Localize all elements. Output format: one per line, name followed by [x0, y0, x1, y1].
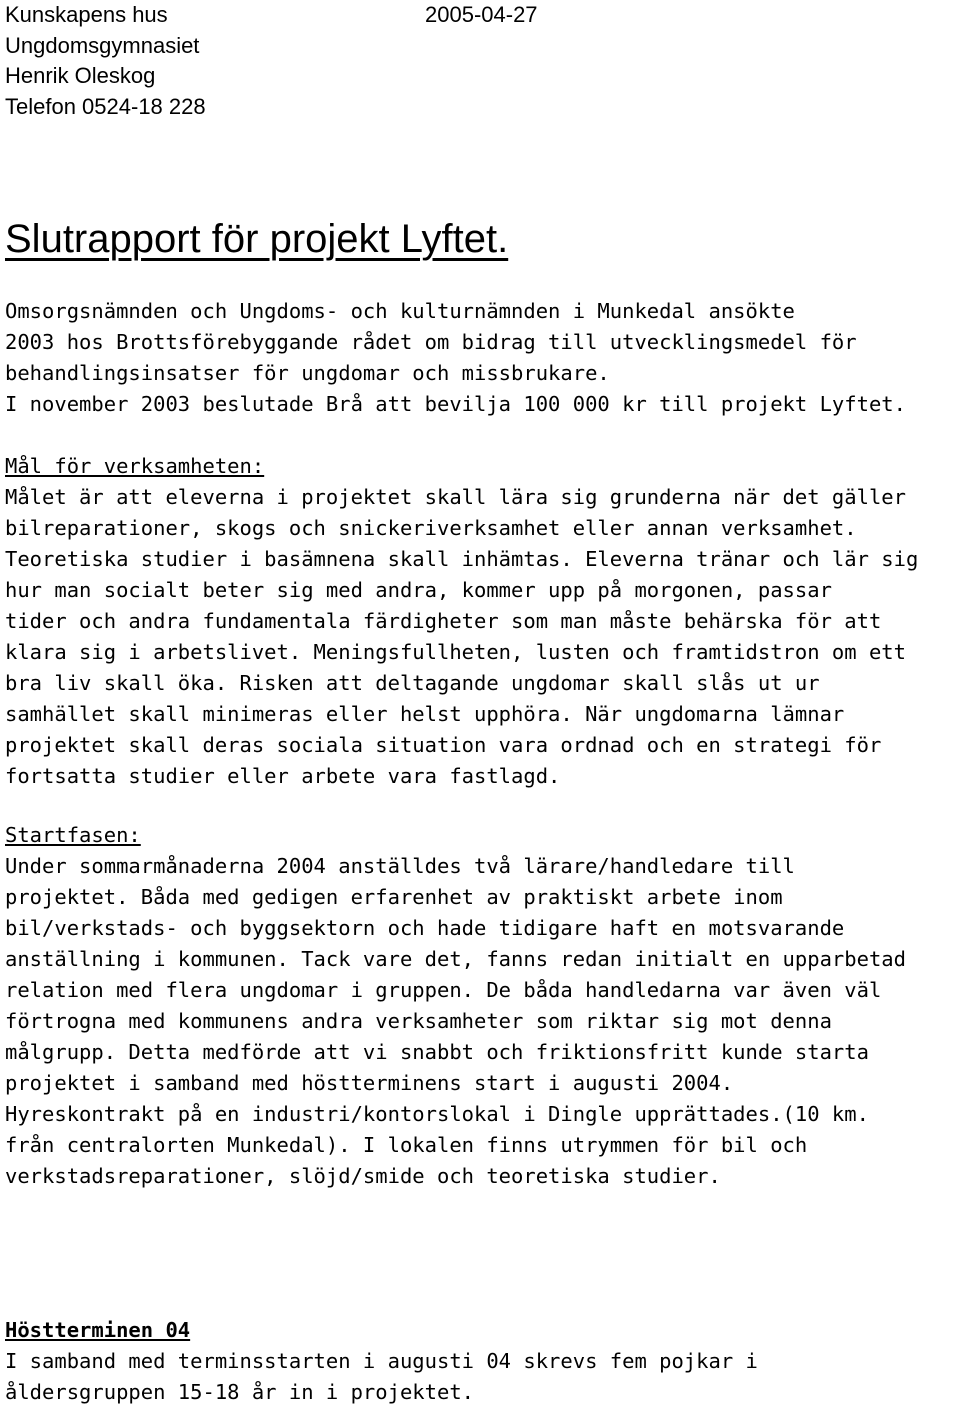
text-line: målgrupp. Detta medförde att vi snabbt och friktionsfritt kunde starta [5, 1040, 869, 1064]
text-line: förtrogna med kommunens andra verksamheter som riktar sig mot denna [5, 1009, 832, 1033]
text-line: klara sig i arbetslivet. Meningsfullheten, lusten och framtidstron om ett [5, 640, 906, 664]
text-line: projektet i samband med höstterminens start i augusti 2004. [5, 1071, 734, 1095]
goals-section [5, 451, 960, 792]
section-heading-autumn-term: Höstterminen 04 [5, 1318, 191, 1342]
school-name: Ungdomsgymnasiet [5, 32, 200, 58]
intro-paragraph [5, 296, 960, 420]
document-date: 2005-04-27 [425, 2, 538, 27]
text-line: 2003 hos Brottsförebyggande rådet om bidrag till utvecklingsmedel för [5, 330, 857, 354]
section-heading-goals: Mål för verksamheten: [5, 454, 265, 478]
text-line: behandlingsinsatser för ungdomar och missbrukare. [5, 361, 610, 385]
text-line: relation med flera ungdomar i gruppen. De båda handledarna var även väl [5, 978, 882, 1002]
text-line: bra liv skall öka. Risken att deltagande ungdomar skall slås ut ur [5, 671, 820, 695]
text-line: Omsorgsnämnden och Ungdoms- och kulturnämnden i Munkedal ansökte [5, 299, 795, 323]
text-line: bilreparationer, skogs och snickeriverksamhet eller annan verksamhet. [5, 516, 857, 540]
text-line: Teoretiska studier i basämnena skall inhämtas. Eleverna tränar och lär sig [5, 547, 919, 571]
startphase-section [5, 820, 960, 1192]
text-line: I samband med terminsstarten i augusti 04 skrevs fem pojkar i [5, 1349, 758, 1373]
text-line: verkstadsreparationer, slöjd/smide och teoretiska studier. [5, 1164, 721, 1188]
text-line: åldersgruppen 15-18 år in i projektet. [5, 1380, 474, 1404]
text-line: Hyreskontrakt på en industri/kontorslokal i Dingle upprättades.(10 km. [5, 1102, 869, 1126]
autumn-term-section [5, 1315, 960, 1408]
text-line: Under sommarmånaderna 2004 anställdes två lärare/handledare till [5, 854, 795, 878]
text-line: projektet skall deras sociala situation vara ordnad och en strategi för [5, 733, 882, 757]
section-heading-startphase: Startfasen: [5, 823, 141, 847]
text-line: fortsatta studier eller arbete vara fastlagd. [5, 764, 561, 788]
organization-name: Kunskapens hus [5, 2, 168, 27]
text-line: hur man socialt beter sig med andra, kommer upp på morgonen, passar [5, 578, 832, 602]
text-line: samhället skall minimeras eller helst upphöra. När ungdomarna lämnar [5, 702, 845, 726]
phone-number: Telefon 0524-18 228 [5, 93, 206, 119]
text-line: projektet. Båda med gedigen erfarenhet av praktiskt arbete inom [5, 885, 783, 909]
report-title: Slutrapport för projekt Lyftet. [5, 217, 509, 261]
text-line: från centralorten Munkedal). I lokalen finns utrymmen för bil och [5, 1133, 808, 1157]
text-line: I november 2003 beslutade Brå att bevilja 100 000 kr till projekt Lyftet. [5, 392, 906, 416]
text-line: Målet är att eleverna i projektet skall lära sig grunderna när det gäller [5, 485, 906, 509]
text-line: anställning i kommunen. Tack vare det, fanns redan initialt en upparbetad [5, 947, 906, 971]
author-name: Henrik Oleskog [5, 63, 156, 88]
text-line: bil/verkstads- och byggsektorn och hade tidigare haft en motsvarande [5, 916, 845, 940]
text-line: tider och andra fundamentala färdigheter som man måste behärska för att [5, 609, 882, 633]
